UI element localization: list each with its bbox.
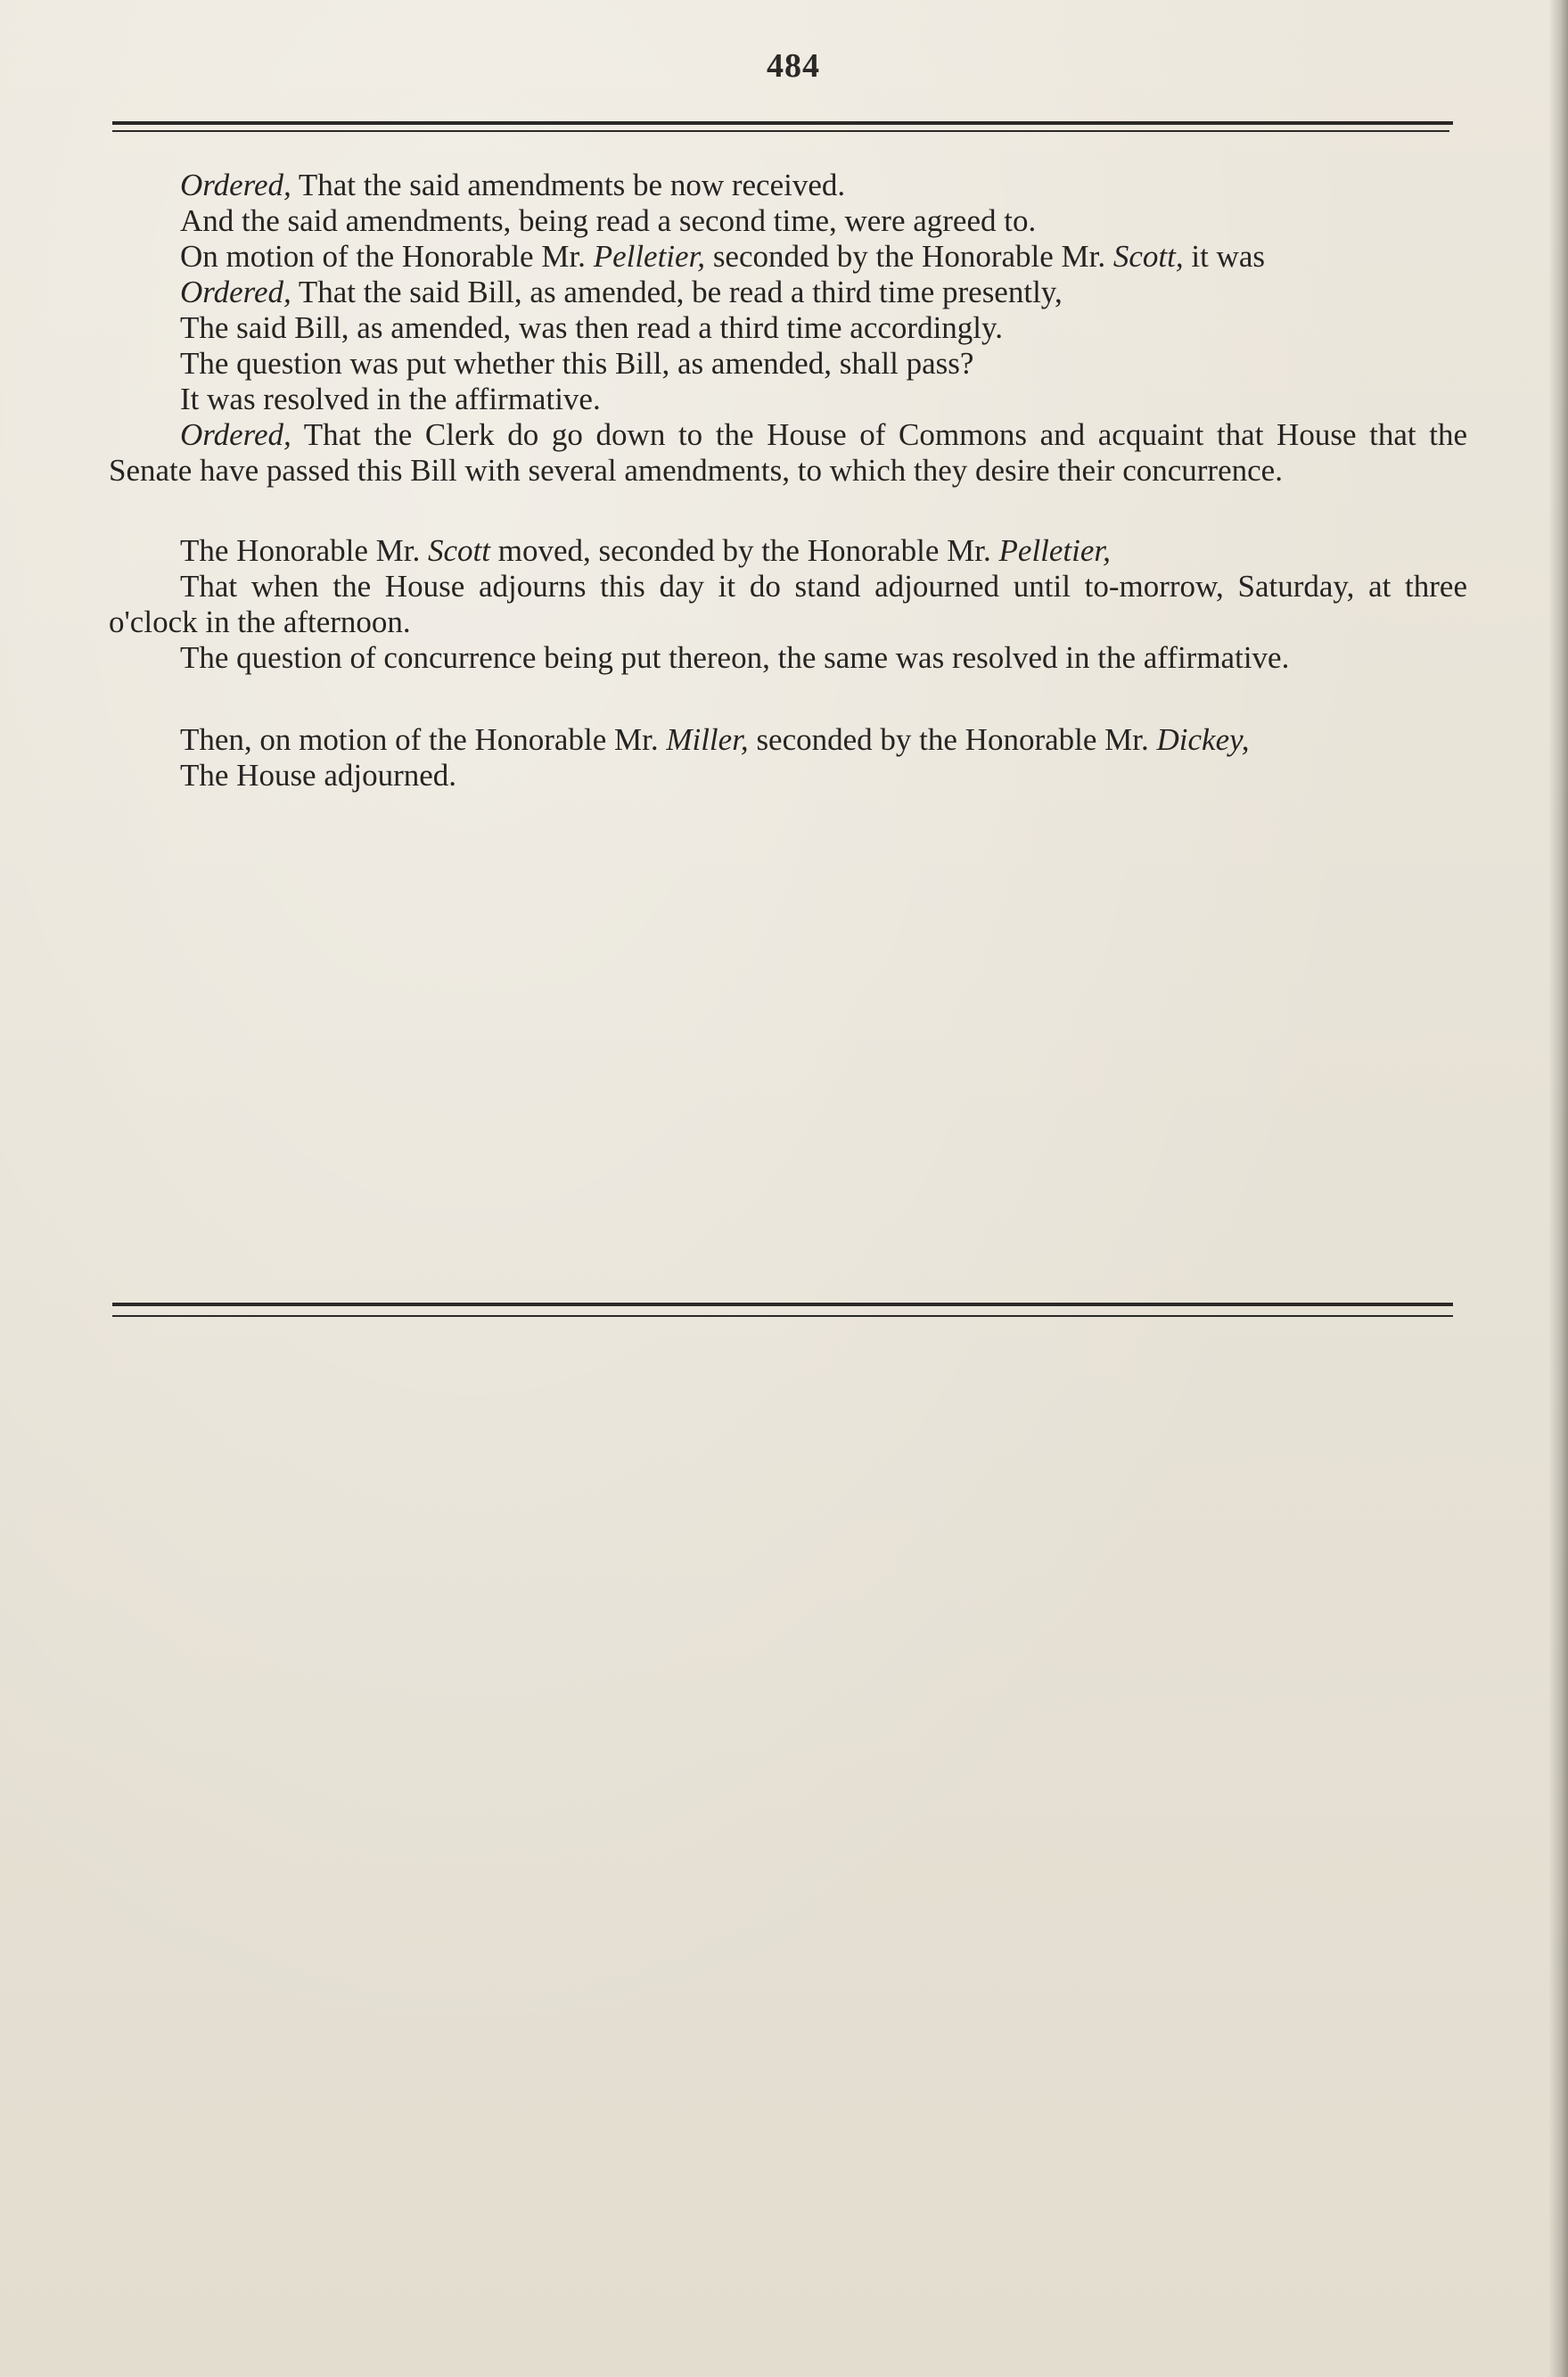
- member-name: Scott: [427, 533, 490, 568]
- ordered-label: Ordered,: [180, 417, 291, 452]
- member-name: Pelletier,: [998, 533, 1111, 568]
- paragraph-concurrence: The question of concurrence being put thereon, the same was resolved in the affirmative.: [180, 640, 1290, 675]
- paragraph-final-motion: Then, on motion of the Honorable Mr. Miller, seconded by the Honorable Mr. Dickey,: [180, 722, 1250, 757]
- ordered-label: Ordered,: [180, 275, 291, 309]
- paragraph-house-adjourned: The House adjourned.: [180, 758, 457, 793]
- paragraph-amendments-agreed: And the said amendments, being read a second time, were agreed to.: [180, 203, 1037, 238]
- member-name: Pelletier,: [593, 239, 706, 274]
- page-number: 484: [767, 47, 820, 85]
- paragraph-ordered-third-reading: Ordered, That the said Bill, as amended, be read a third time presently,: [180, 275, 1063, 309]
- paragraph-ordered-clerk: Ordered, That the Clerk do go down to the House of Commons and acquaint that House that the Senate have passed this Bill with several amendments, to which they desire their concurrence.: [109, 417, 1467, 488]
- page-edge-shadow: [1548, 0, 1568, 2377]
- paragraph-third-reading: The said Bill, as amended, was then read a third time accordingly.: [180, 310, 1003, 345]
- member-name: Dickey,: [1156, 722, 1250, 757]
- member-name: Scott,: [1112, 239, 1184, 274]
- paragraph-adjournment-motion: The Honorable Mr. Scott moved, seconded by the Honorable Mr. Pelletier,: [180, 533, 1111, 568]
- footer-rule: [112, 1303, 1453, 1322]
- paragraph-adjournment-terms: That when the House adjourns this day it do stand adjourned until to-morrow, Saturday, at three o'clock in the afternoon.: [109, 569, 1467, 639]
- journal-text: [109, 168, 1467, 794]
- ordered-label: Ordered,: [180, 168, 291, 202]
- header-rule: [112, 121, 1453, 139]
- paragraph-question-put: The question was put whether this Bill, as amended, shall pass?: [180, 346, 974, 381]
- paragraph-amendments-received: Ordered, That the said amendments be now received.: [180, 168, 846, 202]
- paragraph-motion-third-reading: On motion of the Honorable Mr. Pelletier, seconded by the Honorable Mr. Scott, it was: [180, 239, 1265, 274]
- member-name: Miller,: [666, 722, 749, 757]
- paragraph-resolved: It was resolved in the affirmative.: [180, 382, 601, 416]
